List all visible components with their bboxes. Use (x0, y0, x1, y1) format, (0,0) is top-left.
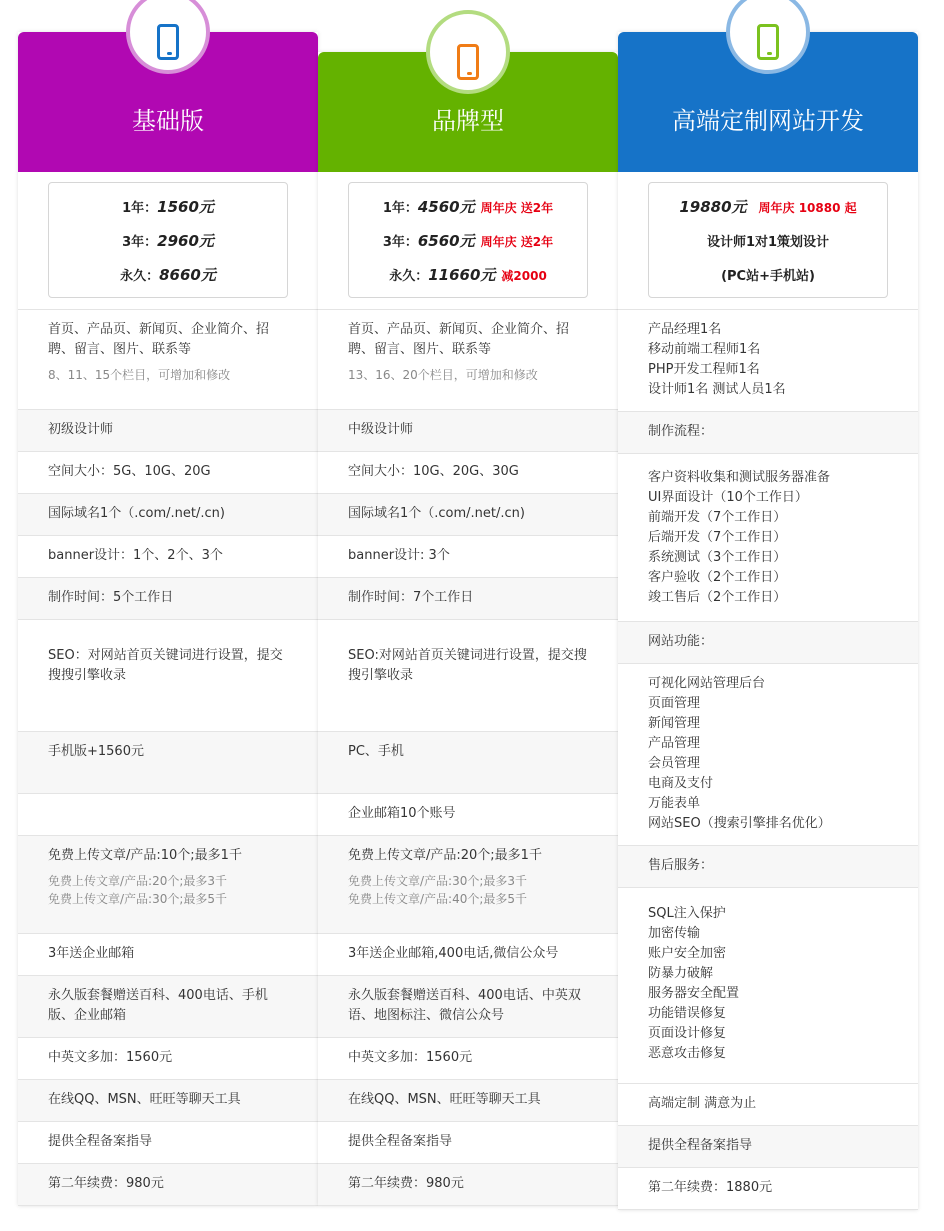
service-item: 服务器安全配置 (648, 986, 740, 1001)
feature-row (18, 1080, 318, 1122)
feature-row (18, 578, 318, 620)
price-section (318, 172, 618, 310)
feature-item: 页面管理 (648, 696, 701, 711)
features-list (618, 664, 918, 846)
feature-text: 手机版+1560元 (48, 744, 144, 759)
process-item: UI界面设计（10个工作日） (648, 490, 808, 505)
feature-text: PC、手机 (348, 744, 404, 759)
feature-row (618, 1168, 918, 1210)
feature-row (618, 1084, 918, 1126)
process-list (618, 454, 918, 622)
process-item: 竣工售后（2个工作日） (648, 590, 787, 605)
feature-row (318, 1080, 618, 1122)
price-line (389, 264, 547, 285)
price-line (383, 230, 553, 251)
price-box (48, 182, 288, 298)
service-item: 账户安全加密 (648, 946, 727, 961)
feature-text: 首页、产品页、新闻页、企业简介、招聘、留言、图片、联系等 (48, 322, 270, 357)
feature-subtext: 免费上传文章/产品:30个;最多5千 (48, 892, 228, 906)
plan-title: 高端定制网站开发 (672, 107, 864, 135)
price-section (18, 172, 318, 310)
price-amount: 1560元 (157, 197, 214, 216)
plan-card-custom (618, 32, 918, 1210)
plan-card-basic (18, 32, 318, 1206)
price-label: 永久： (389, 268, 429, 284)
feature-text: SEO:对网站首页关键词进行设置，提交搜搜引擎收录 (348, 648, 587, 683)
mobile-phone-icon (757, 24, 779, 60)
mobile-phone-icon (157, 24, 179, 60)
price-box (648, 182, 888, 298)
feature-item: 万能表单 (648, 796, 701, 811)
price-section (618, 172, 918, 310)
feature-item: 可视化网站管理后台 (648, 676, 766, 691)
feature-row (318, 1122, 618, 1164)
feature-row (18, 836, 318, 934)
service-item: 加密传输 (648, 926, 701, 941)
feature-row (318, 410, 618, 452)
price-line (383, 196, 553, 217)
promo-text: 周年庆 10880 起 (758, 201, 857, 216)
price-note: (PC站+手机站) (721, 268, 815, 284)
plan-header (18, 32, 318, 172)
feature-subtext: 免费上传文章/产品:20个;最多3千 (48, 874, 228, 888)
plan-header (618, 32, 918, 172)
plan-title: 品牌型 (432, 107, 504, 135)
promo-text: 减2000 (501, 268, 547, 283)
feature-text: 初级设计师 (48, 422, 114, 437)
feature-row (18, 1038, 318, 1080)
plan-icon-badge (126, 0, 210, 74)
feature-text: 首页、产品页、新闻页、企业简介、招聘、留言、图片、联系等 (348, 322, 570, 357)
price-amount: 11660元 (428, 265, 496, 284)
feature-text: SEO：对网站首页关键词进行设置，提交搜搜引擎收录 (48, 648, 283, 683)
feature-row (18, 310, 318, 410)
price-amount: 8660元 (159, 265, 216, 284)
service-item: 防暴力破解 (648, 966, 714, 981)
feature-row (318, 494, 618, 536)
feature-row (18, 976, 318, 1038)
feature-item: 会员管理 (648, 756, 701, 771)
service-item: 恶意攻击修复 (648, 1046, 727, 1061)
process-item: 前端开发（7个工作日） (648, 510, 787, 525)
feature-row (18, 536, 318, 578)
price-note: 设计师1对1策划设计 (706, 235, 830, 251)
team-item: 移动前端工程师1名 (648, 342, 761, 357)
feature-item: 电商及支付 (648, 776, 714, 791)
feature-text: 第二年续费：1880元 (648, 1180, 773, 1195)
feature-text: 中英文多加：1560元 (348, 1050, 473, 1065)
feature-text: 国际域名1个（.com/.net/.cn) (48, 506, 225, 521)
mobile-phone-icon (457, 44, 479, 80)
feature-text: 永久版套餐赠送百科、400电话、手机版、企业邮箱 (48, 988, 268, 1023)
feature-text: 提供全程备案指导 (48, 1134, 153, 1149)
feature-text: banner设计：1个、2个、3个 (48, 548, 223, 563)
feature-row (18, 410, 318, 452)
feature-row (318, 836, 618, 934)
feature-row (18, 494, 318, 536)
feature-item: 新闻管理 (648, 716, 701, 731)
plan-icon-badge (426, 10, 510, 94)
feature-text: 在线QQ、MSN、旺旺等聊天工具 (348, 1092, 541, 1107)
feature-row (318, 794, 618, 836)
feature-text: 3年送企业邮箱 (48, 946, 135, 961)
price-line (122, 196, 214, 217)
feature-row (18, 452, 318, 494)
section-title: 制作流程： (618, 412, 918, 454)
feature-text: 提供全程备案指导 (648, 1138, 753, 1153)
price-label: 1年： (382, 200, 418, 216)
plan-card-brand (318, 52, 618, 1206)
price-box (348, 182, 588, 298)
price-line (120, 264, 216, 285)
feature-text: 空间大小：10G、20G、30G (348, 464, 519, 479)
price-amount: 2960元 (157, 231, 214, 250)
price-label: 3年： (122, 234, 158, 250)
feature-row (318, 976, 618, 1038)
feature-text: 中级设计师 (348, 422, 414, 437)
plan-title: 基础版 (132, 107, 204, 135)
service-item: 页面设计修复 (648, 1026, 727, 1041)
price-line (122, 230, 214, 251)
price-label: 永久： (120, 268, 160, 284)
feature-row (318, 1038, 618, 1080)
service-item: 功能错误修复 (648, 1006, 727, 1021)
feature-text: 免费上传文章/产品:20个;最多1千 (348, 848, 542, 863)
section-title: 售后服务： (618, 846, 918, 888)
feature-text: 空间大小：5G、10G、20G (48, 464, 211, 479)
price-amount: 4560元 (417, 197, 475, 216)
feature-text: banner设计: 3个 (348, 548, 450, 563)
process-item: 后端开发（7个工作日） (648, 530, 787, 545)
feature-row (18, 620, 318, 732)
plan-header (318, 52, 618, 172)
feature-item: 网站SEO（搜索引擎排名优化） (648, 816, 831, 831)
feature-text: 在线QQ、MSN、旺旺等聊天工具 (48, 1092, 241, 1107)
feature-row (18, 1164, 318, 1206)
price-amount: 19880元 (679, 198, 747, 217)
feature-text: 永久版套餐赠送百科、400电话、中英双语、地图标注、微信公众号 (348, 988, 581, 1023)
process-item: 系统测试（3个工作日） (648, 550, 787, 565)
feature-text: 提供全程备案指导 (348, 1134, 453, 1149)
feature-row (318, 536, 618, 578)
feature-item: 产品管理 (648, 736, 701, 751)
feature-row (318, 452, 618, 494)
feature-subtext: 8、11、15个栏目，可增加和修改 (48, 368, 231, 382)
feature-row (318, 620, 618, 732)
feature-text: 国际域名1个（.com/.net/.cn) (348, 506, 525, 521)
feature-row (318, 310, 618, 410)
feature-row (318, 578, 618, 620)
promo-text: 周年庆 送2年 (480, 234, 554, 249)
feature-row (618, 1126, 918, 1168)
price-label: 1年： (122, 200, 158, 216)
team-item: 设计师1名 测试人员1名 (648, 382, 786, 397)
feature-text: 中英文多加：1560元 (48, 1050, 173, 1065)
feature-text: 第二年续费：980元 (348, 1176, 464, 1191)
feature-row (18, 1122, 318, 1164)
feature-subtext: 免费上传文章/产品:40个;最多5千 (348, 892, 528, 906)
service-item: SQL注入保护 (648, 906, 726, 921)
process-item: 客户资料收集和测试服务器准备 (648, 470, 831, 485)
plan-icon-badge (726, 0, 810, 74)
service-list (618, 888, 918, 1084)
feature-row-empty (18, 794, 318, 836)
feature-text: 制作时间：7个工作日 (348, 590, 474, 605)
section-title: 网站功能： (618, 622, 918, 664)
feature-text: 企业邮箱10个账号 (348, 806, 456, 821)
team-row (618, 310, 918, 412)
feature-row (318, 1164, 618, 1206)
feature-subtext: 13、16、20个栏目，可增加和修改 (348, 368, 538, 382)
feature-row (18, 934, 318, 976)
price-label: 3年： (382, 234, 418, 250)
feature-row (318, 732, 618, 794)
process-item: 客户验收（2个工作日） (648, 570, 787, 585)
price-amount: 6560元 (417, 231, 475, 250)
feature-text: 制作时间：5个工作日 (48, 590, 174, 605)
feature-text: 高端定制 满意为止 (648, 1096, 757, 1111)
promo-text: 周年庆 送2年 (480, 200, 554, 215)
feature-row (18, 732, 318, 794)
team-item: PHP开发工程师1名 (648, 362, 760, 377)
team-item: 产品经理1名 (648, 322, 722, 337)
feature-text: 3年送企业邮箱,400电话,微信公众号 (348, 946, 559, 961)
feature-subtext: 免费上传文章/产品:30个;最多3千 (348, 874, 528, 888)
feature-text: 免费上传文章/产品:10个;最多1千 (48, 848, 242, 863)
price-line (679, 196, 856, 217)
feature-row (318, 934, 618, 976)
feature-text: 第二年续费：980元 (48, 1176, 164, 1191)
